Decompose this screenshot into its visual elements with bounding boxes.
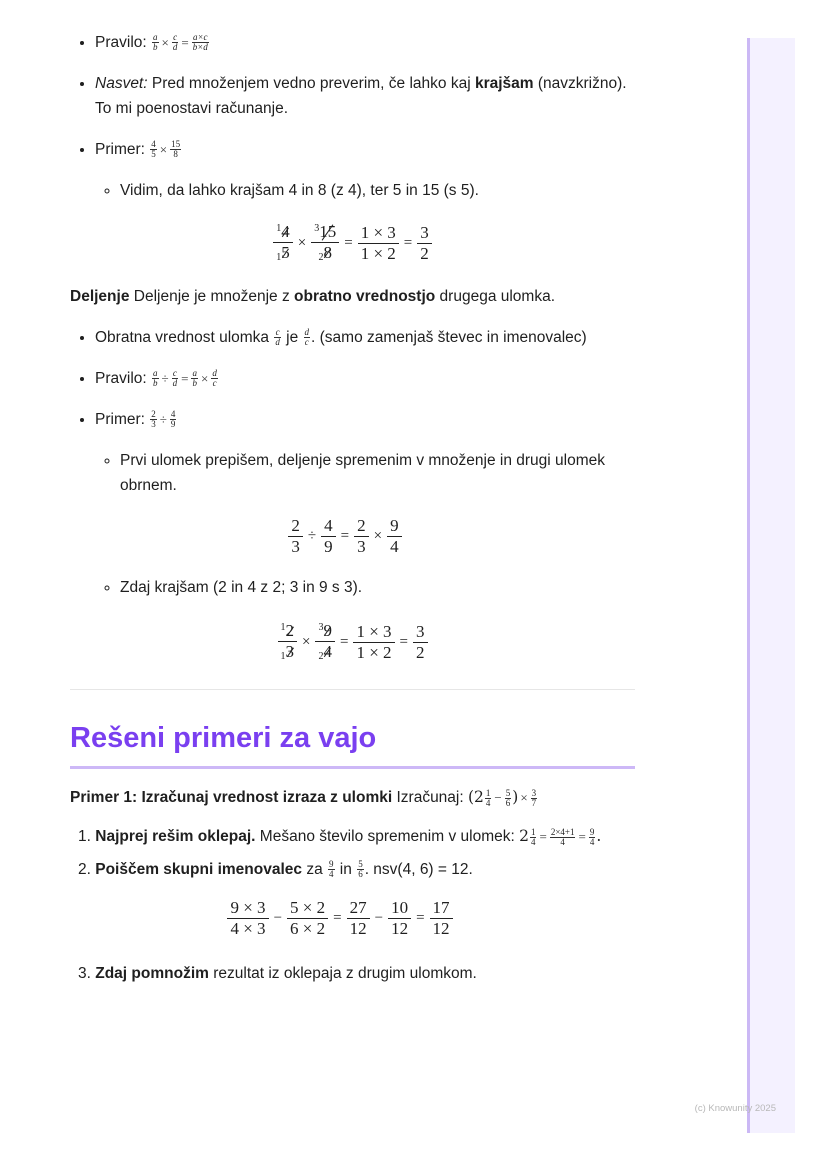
tip-bold: krajšam <box>474 75 534 92</box>
mult-display-equation: $\frac{^14}{_15}$ × $\frac{^315}{_28}$ = $\frac{1 \times 3}{1 \times 2}$ = $\frac{3}{2}$ <box>70 219 635 268</box>
fraction: $\frac{a\times c}{b\times d}$ <box>192 32 208 53</box>
example-label: Primer: <box>95 141 145 158</box>
division-list <box>70 325 635 667</box>
mult-sub-note: ◦ Vidim, da lahko krajšam 4 in 8 (z 4), ter 5 in 15 (s 5). <box>120 178 635 203</box>
fraction: $\frac{15}{8}$ <box>171 139 181 160</box>
step2-display-equation: $\frac{9 \times 3}{4 \times 3}$ − $\frac{5 \times 2}{6 \times 2}$ = $\frac{27}{12}$ − $\frac{10}{12}$ = $\frac{17}{12}$ <box>45 898 635 939</box>
step-1: 1. Najprej rešim oklepaj. Mešano število spremenim v ulomek: 2 $\frac{1}{4}$ = $\frac{2\times 4+1}{4}$ = $\frac{9}{4}$ . <box>78 826 602 847</box>
multiplication-list <box>70 30 635 268</box>
step-3: 3. Zdaj pomnožim rezultat iz oklepaja z drugim ulomkom. <box>78 965 477 982</box>
div-display-equation-1: $\frac{2}{3}$ ÷ $\frac{4}{9}$ = $\frac{2}{3}$ × $\frac{9}{4}$ <box>70 516 620 557</box>
div-display-equation-2: $\frac{^12}{_13}$ × $\frac{^39}{_24}$ = $\frac{1 \times 3}{1 \times 2}$ = $\frac{3}{2}$ <box>70 618 635 667</box>
div-note-2: ◦ Zdaj krajšam (2 in 4 z 2; 3 in 9 s 3). $\frac{^12}{_13}$ × $\frac{^39}{_24}$ = $\frac{1 \times 3}{1 \times 2}$ = $\frac{3}{2}$ <box>120 575 635 667</box>
steps-list <box>70 824 635 986</box>
tip-label: Nasvet: <box>95 75 148 92</box>
document-content <box>70 30 635 1002</box>
copyright-footer: (c) Knowunity 2025 <box>694 1103 776 1114</box>
fraction: $\frac{a}{b}$ <box>153 32 158 53</box>
mult-example: • Primer: $\frac{4}{5}$ × $\frac{15}{8}$ ◦ Vidim, da lahko krajšam 4 in 8 (z 4), ter 5 in 15 (s 5). $\frac{^14}{_15}$ × $\frac{^315}{_28}$ = $\frac{1 \times 3}{1 \times 2}$ = $\frac{3}{2}$ <box>95 137 635 268</box>
fraction: $\frac{c}{d}$ <box>172 32 178 53</box>
sidebar-panel <box>747 38 795 1133</box>
tip-text: (navzkrižno). To mi poenostavi računanje. <box>95 75 627 117</box>
example1-heading: Primer 1: Izračunaj vrednost izraza z ulomki Izračunaj: (2 $\frac{1}{4}$ − $\frac{5}{6}$ ) × $\frac{3}{7}$ <box>70 787 537 808</box>
section-title: Rešeni primeri za vajo <box>70 720 635 769</box>
fraction: $\frac{4}{5}$ <box>151 139 156 160</box>
div-rule: • Pravilo: $\frac{a}{b}$ ÷ $\frac{c}{d}$ = $\frac{a}{b}$ × $\frac{d}{c}$ <box>95 366 635 391</box>
rule-label: Pravilo: <box>95 34 147 51</box>
mult-rule: • Pravilo: $\frac{a}{b}$ × $\frac{c}{d}$ = $\frac{a\times c}{b\times d}$ <box>95 30 635 55</box>
division-heading: Deljenje <box>70 288 130 305</box>
div-example: • Primer: $\frac{2}{3}$ ÷ $\frac{4}{9}$ ◦ Prvi ulomek prepišem, deljenje spremenim v množenje in drugi ulomek obrnem. $\frac{2}{3}$ ÷ $\frac{4}{9}$ = $\frac{2}{3}$ × $\frac{9}{4}$ ◦ Zdaj krajšam (2 in 4 z 2; 3 in 9 s 3). $\frac{^12}{_13}$ × $\frac{^39}{_24}$ = $\frac{1 \times 3}{1 \times 2}$ = $\frac{3}{2}$ <box>95 407 635 667</box>
tip-text: Pred množenjem vedno preverim, če lahko kaj <box>147 75 475 92</box>
mult-tip <box>95 71 635 121</box>
div-note-1: ◦ Prvi ulomek prepišem, deljenje spremenim v množenje in drugi ulomek obrnem. $\frac{2}{3}$ ÷ $\frac{4}{9}$ = $\frac{2}{3}$ × $\frac{9}{4}$ <box>120 448 620 557</box>
div-reciprocal: • Obratna vrednost ulomka $\frac{c}{d}$ je $\frac{d}{c}$ . (samo zamenjaš števec in imenovalec) <box>95 325 635 350</box>
step-2: 2. Poiščem skupni imenovalec za $\frac{9}{4}$ in $\frac{5}{6}$ . nsv(4, 6) = 12. $\frac{9 \times 3}{4 \times 3}$ − $\frac{5 \times 2}{6 \times 2}$ = $\frac{27}{12}$ − $\frac{10}{12}$ = $\frac{17}{12}$ <box>78 857 635 939</box>
division-intro: Deljenje Deljenje je množenje z obratno vrednostjo drugega ulomka. <box>70 288 556 305</box>
section-divider <box>70 689 635 690</box>
